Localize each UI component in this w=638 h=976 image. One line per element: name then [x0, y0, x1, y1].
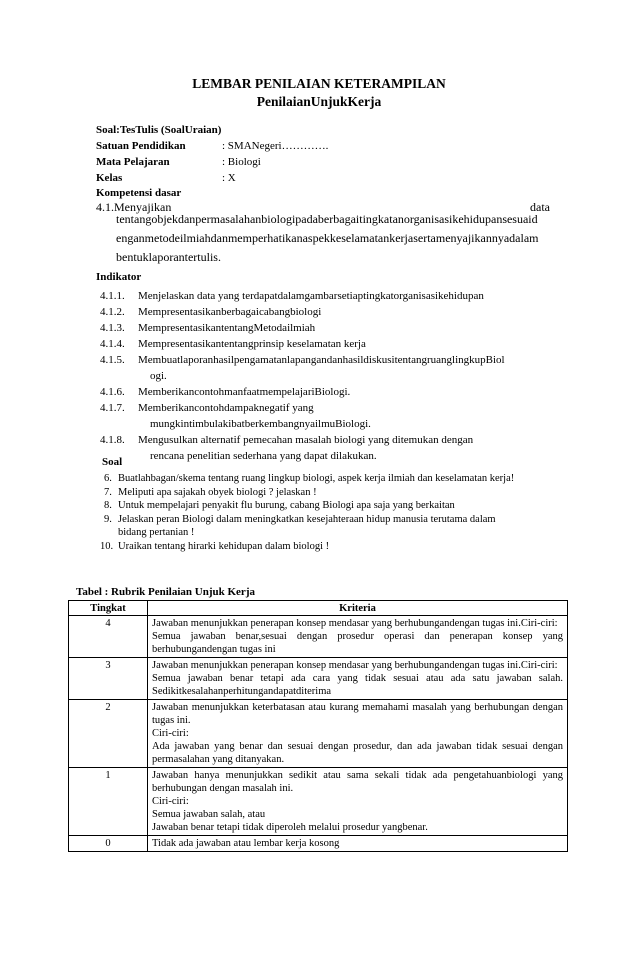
indikator-item	[100, 400, 570, 432]
soal-type: Soal:TesTulis (SoalUraian)	[96, 124, 222, 136]
kd-line: bentuklaporantertulis.	[116, 250, 221, 264]
indikator-label: Indikator	[96, 271, 142, 283]
info-value-kelas: : X	[222, 172, 236, 184]
indikator-num: 4.1.8.	[100, 434, 125, 446]
rubric-caption: Tabel : Rubrik Penilaian Unjuk Kerja	[76, 586, 255, 598]
indikator-text	[138, 400, 371, 432]
indikator-line: Mengusulkan alternatif pemecahan masalah biologi yang ditemukan dengan	[138, 434, 474, 446]
table-row	[69, 616, 568, 658]
level-cell: 3	[69, 658, 148, 700]
indikator-item	[100, 352, 570, 384]
soal-num: 6.	[104, 473, 112, 484]
indikator-line: mungkintimbulakibatberkembangnyailmuBiologi.	[150, 418, 371, 430]
level-cell: 4	[69, 616, 148, 658]
page-title: LEMBAR PENILAIAN KETERAMPILAN	[192, 76, 446, 91]
soal-item	[104, 472, 574, 486]
soal-label: Soal	[102, 456, 123, 468]
indikator-num: 4.1.1.	[100, 290, 125, 302]
indikator-num: 4.1.4.	[100, 338, 125, 350]
criteria-line: Semua jawaban benar,sesuai dengan prosedur operasi dan penerapan konsep yang berhubungandengan tugas ini	[152, 631, 563, 655]
indikator-text: Menjelaskan data yang terdapatdalamgambarsetiaptingkatorganisasikehidupan	[138, 290, 484, 302]
criteria-line: Ada jawaban yang benar dan sesuai dengan prosedur, dan ada jawaban tidak sesuai dengan permasalahan yang ditanyakan.	[152, 741, 563, 765]
info-label-satuan: Satuan Pendidikan	[96, 140, 186, 152]
soal-num: 8.	[104, 500, 112, 511]
indikator-text: Mempresentasikantentangprinsip keselamatan kerja	[138, 338, 366, 350]
kd-line: tentangobjekdanpermasalahanbiologipadaberbagaitingkatanorganisasikehidupansesuaid	[116, 212, 538, 226]
column-header-kriteria: Kriteria	[148, 601, 568, 616]
indikator-item	[100, 432, 570, 464]
soal-text: Uraikan tentang hirarki kehidupan dalam biologi !	[118, 540, 330, 552]
indikator-text: Mempresentasikanberbagaicabangbiologi	[138, 306, 322, 318]
indikator-item	[100, 320, 570, 336]
soal-num: 10.	[100, 540, 114, 552]
indikator-item	[100, 384, 570, 400]
soal-text: Buatlahbagan/skema tentang ruang lingkup biologi, aspek kerja ilmiah dan keselamatan kerja!	[118, 473, 515, 484]
indikator-num: 4.1.5.	[100, 354, 125, 366]
kd-number: 4.1.Menyajikan	[96, 200, 172, 214]
level-cell: 2	[69, 700, 148, 768]
soal-line: bidang pertanian !	[118, 527, 195, 538]
indikator-line: ogi.	[150, 370, 167, 382]
indikator-list	[100, 288, 570, 464]
table-row	[69, 768, 568, 836]
criteria-line: Jawaban menunjukkan keterbatasan atau kurang memahami masalah yang berhubungan dengan tugas ini.	[152, 702, 563, 726]
indikator-text: MemberikancontohmanfaatmempelajariBiologi.	[138, 386, 351, 398]
indikator-num: 4.1.2.	[100, 306, 125, 318]
kd-label: Kompetensi dasar	[96, 187, 182, 199]
criteria-cell	[148, 700, 568, 768]
indikator-text	[138, 352, 505, 384]
soal-item	[104, 513, 574, 540]
indikator-text: MempresentasikantentangMetodailmiah	[138, 322, 316, 334]
criteria-line: Semua jawaban benar tetapi ada cara yang tidak sesuai atau ada satu jawaban salah. Sedikitkesalahanperhitungandapatditerima	[152, 673, 563, 697]
indikator-num: 4.1.7.	[100, 402, 125, 414]
criteria-cell	[148, 836, 568, 852]
soal-num: 9.	[104, 513, 112, 525]
info-value-satuan: : SMANegeri………….	[222, 140, 329, 152]
indikator-item	[100, 288, 570, 304]
criteria-cell	[148, 616, 568, 658]
soal-line: Jelaskan peran Biologi dalam meningkatkan kesejahteraan hidup manusia terutama dalam	[118, 513, 496, 525]
indikator-item	[100, 304, 570, 320]
indikator-num: 4.1.6.	[100, 386, 125, 398]
soal-text: Untuk mempelajari penyakit flu burung, cabang Biologi apa saja yang berkaitan	[118, 500, 455, 511]
column-header-tingkat: Tingkat	[69, 601, 148, 616]
level-cell: 1	[69, 768, 148, 836]
info-value-mapel: : Biologi	[222, 156, 261, 168]
criteria-line: Tidak ada jawaban atau lembar kerja kosong	[152, 838, 340, 849]
criteria-line: Jawaban hanya menunjukkan sedikit atau sama sekali tidak ada pengetahuanbiologi yang berhubungan dengan masalah ini.	[152, 770, 563, 794]
indikator-line: rencana penelitian sederhana yang dapat dilakukan.	[150, 450, 377, 462]
table-row	[69, 836, 568, 852]
soal-num: 7.	[104, 486, 112, 498]
info-label-kelas: Kelas	[96, 172, 123, 184]
soal-item	[104, 486, 574, 500]
table-row	[69, 658, 568, 700]
soal-item	[104, 499, 574, 513]
criteria-line: Semua jawaban salah, atau	[152, 809, 266, 820]
level-cell: 0	[69, 836, 148, 852]
criteria-line: Ciri-ciri:	[152, 728, 189, 739]
criteria-line: Jawaban menunjukkan penerapan konsep mendasar yang berhubungandengan tugas ini.Ciri-ciri:	[152, 660, 558, 671]
soal-text	[118, 513, 496, 540]
page-subtitle: PenilaianUnjukKerja	[256, 94, 382, 109]
indikator-num: 4.1.3.	[100, 322, 125, 334]
soal-text: Meliputi apa sajakah obyek biologi ? jelaskan !	[118, 486, 317, 498]
kd-line: enganmetodeilmiahdanmemperhatikanaspekkeselamatankerjasertamenyajikannyadalam	[116, 231, 539, 245]
criteria-cell	[148, 658, 568, 700]
rubric-table	[68, 600, 568, 852]
indikator-line: MembuatlaporanhasilpengamatanlapangandanhasildiskusitentangruanglingkupBiol	[138, 354, 505, 366]
kd-text	[116, 210, 559, 267]
soal-item	[100, 540, 574, 554]
kd-first-tail: data	[530, 200, 550, 214]
table-row	[69, 700, 568, 768]
table-header-row	[69, 601, 568, 616]
criteria-line: Jawaban menunjukkan penerapan konsep mendasar yang berhubungandengan tugas ini.Ciri-ciri:	[152, 618, 558, 629]
info-label-mapel: Mata Pelajaran	[96, 156, 170, 168]
criteria-line: Ciri-ciri:	[152, 796, 189, 807]
criteria-cell	[148, 768, 568, 836]
indikator-line: Memberikancontohdampaknegatif yang	[138, 402, 314, 414]
soal-list	[100, 472, 574, 553]
criteria-line: Jawaban benar tetapi tidak diperoleh melalui prosedur yangbenar.	[152, 822, 428, 833]
indikator-text	[138, 432, 473, 464]
indikator-item	[100, 336, 570, 352]
